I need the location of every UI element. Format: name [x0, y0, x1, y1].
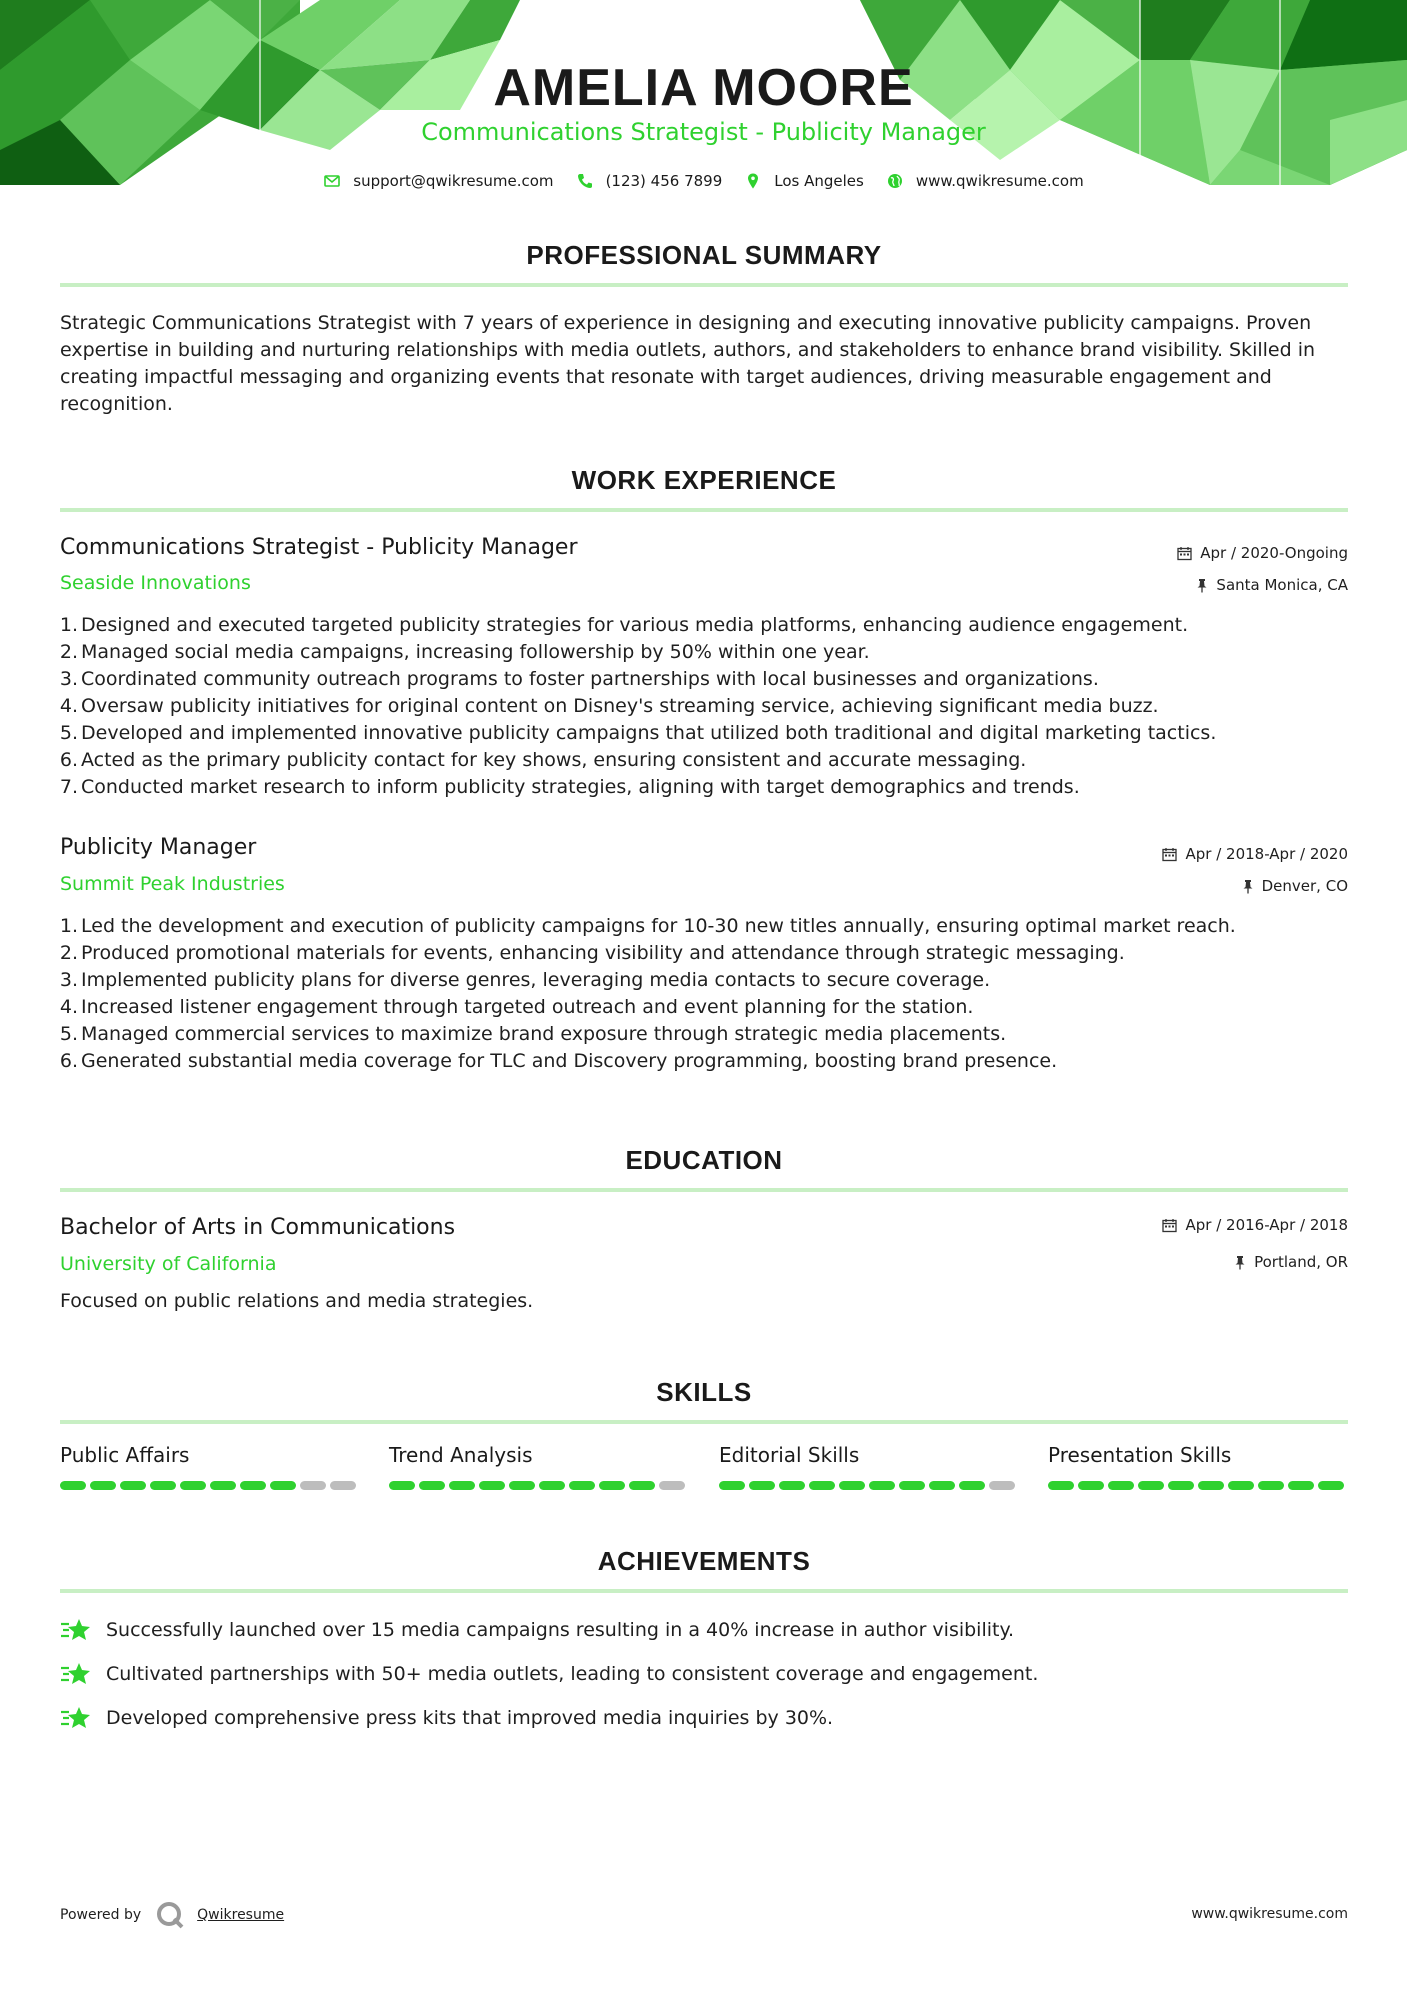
skill-dot: [839, 1481, 865, 1490]
list-item: 7. Conducted market research to inform publicity strategies, aligning with target demographics and trends.: [59, 776, 1080, 798]
job-bullets-1: [52, 612, 1352, 801]
contact-bar: [0, 172, 1407, 190]
contact-website[interactable]: [886, 172, 1084, 190]
skill-dot: [1288, 1481, 1314, 1490]
degree-title: Bachelor of Arts in Communications: [60, 1215, 456, 1240]
skill-rating: [60, 1481, 360, 1490]
summary-text: Strategic Communications Strategist with 7 years of experience in designing and executing innovative publicity campaigns. Proven expertise in building and nurturing relationships with media outlets, authors, and stakeholders to enhance brand visibility. Skilled in creating impactful messaging and organizing events that resonate with target audiences, driving measurable engagement and recognition.: [60, 312, 1316, 415]
skill-dot: [479, 1481, 505, 1490]
experience-heading: WORK EXPERIENCE: [571, 465, 837, 495]
list-item: 2. Managed social media campaigns, increasing followership by 50% within one year.: [59, 641, 870, 663]
skill-dot: [599, 1481, 625, 1490]
list-item: 1. Led the development and execution of publicity campaigns for 10-30 new titles annually, ensuring optimal market reach.: [59, 915, 1236, 937]
list-item: 2. Produced promotional materials for events, enhancing visibility and attendance through strategic messaging.: [59, 942, 1125, 964]
skill-rating: [719, 1481, 1019, 1490]
skills-divider: [60, 1420, 1348, 1424]
list-item: 1. Designed and executed targeted publicity strategies for various media platforms, enhancing audience engagement.: [59, 614, 1189, 636]
skill-dot: [270, 1481, 296, 1490]
skill-dot: [1078, 1481, 1104, 1490]
skill-dot: [240, 1481, 266, 1490]
skill-dot: [929, 1481, 955, 1490]
qwikresume-link[interactable]: Qwikresume: [197, 1907, 285, 1923]
list-item: 5. Managed commercial services to maximize brand exposure through strategic media placements.: [59, 1023, 1007, 1045]
education-location: Portland, OR: [1234, 1253, 1348, 1271]
phone-icon: [576, 172, 594, 190]
skill-dot: [419, 1481, 445, 1490]
skill-dot: [150, 1481, 176, 1490]
globe-icon: [886, 172, 904, 190]
skill-dot: [509, 1481, 535, 1490]
skill-dot: [389, 1481, 415, 1490]
skill-dot: [1138, 1481, 1164, 1490]
achievements-heading: ACHIEVEMENTS: [597, 1546, 811, 1576]
achievement-item: Successfully launched over 15 media campaigns resulting in a 40% increase in author visibility.: [60, 1616, 1014, 1644]
achievement-item: Developed comprehensive press kits that improved media inquiries by 30%.: [60, 1704, 833, 1732]
skill-name: Trend Analysis: [389, 1443, 533, 1467]
job-bullets-2: [52, 913, 1352, 1075]
skill-dot: [959, 1481, 985, 1490]
list-item: 3. Coordinated community outreach programs to foster partnerships with local businesses and organizations.: [59, 668, 1099, 690]
contact-location: [744, 172, 864, 190]
job-title-2: Publicity Manager: [60, 835, 257, 860]
skill-dot: [1318, 1481, 1344, 1490]
skill-dot: [120, 1481, 146, 1490]
footer-url[interactable]: www.qwikresume.com: [1191, 1906, 1348, 1922]
skill-dot: [989, 1481, 1015, 1490]
skill-dot: [1258, 1481, 1284, 1490]
list-item: 4. Increased listener engagement through targeted outreach and event planning for the station.: [59, 996, 974, 1018]
qwikresume-logo-icon: [155, 1900, 185, 1930]
achievement-item: Cultivated partnerships with 50+ media outlets, leading to consistent coverage and engagement.: [60, 1660, 1038, 1688]
list-item: 4. Oversaw publicity initiatives for original content on Disney's streaming service, achieving significant media buzz.: [59, 695, 1159, 717]
candidate-title: Communications Strategist - Publicity Manager: [421, 118, 986, 146]
pushpin-icon: [1234, 1255, 1246, 1270]
candidate-name: AMELIA MOORE: [493, 59, 914, 117]
map-marker-icon: [744, 172, 762, 190]
skill-dot: [719, 1481, 745, 1490]
shooting-star-icon: [60, 1660, 92, 1688]
email-text: support@qwikresume.com: [353, 172, 554, 190]
skill-dot: [569, 1481, 595, 1490]
summary-heading: PROFESSIONAL SUMMARY: [526, 240, 882, 270]
skill-dot: [1048, 1481, 1074, 1490]
company-1: Seaside Innovations: [60, 572, 251, 594]
summary-divider: [60, 283, 1348, 287]
education-description: Focused on public relations and media strategies.: [60, 1290, 534, 1312]
job-location-2: Denver, CO: [1242, 877, 1348, 895]
experience-divider: [60, 508, 1348, 512]
powered-by-label: Powered by: [60, 1907, 142, 1923]
education-heading: EDUCATION: [625, 1145, 783, 1175]
skill-dot: [180, 1481, 206, 1490]
skill-dot: [90, 1481, 116, 1490]
skill-dot: [779, 1481, 805, 1490]
skill-dot: [1198, 1481, 1224, 1490]
pushpin-icon: [1196, 578, 1208, 593]
achievements-divider: [60, 1589, 1348, 1593]
pushpin-icon: [1242, 879, 1254, 894]
envelope-icon: [323, 172, 341, 190]
contact-phone[interactable]: [576, 172, 723, 190]
job-dates-2: Apr / 2018-Apr / 2020: [1162, 845, 1348, 863]
phone-text: (123) 456 7899: [605, 172, 723, 190]
education-dates: Apr / 2016-Apr / 2018: [1162, 1216, 1348, 1234]
skill-dot: [1168, 1481, 1194, 1490]
skill-name: Editorial Skills: [719, 1443, 860, 1467]
skill-dot: [899, 1481, 925, 1490]
skill-dot: [300, 1481, 326, 1490]
calendar-icon: [1162, 1218, 1177, 1233]
website-text: www.qwikresume.com: [915, 172, 1084, 190]
skill-dot: [1108, 1481, 1134, 1490]
skill-name: Public Affairs: [60, 1443, 190, 1467]
skill-item: [1048, 1443, 1348, 1490]
skill-dot: [539, 1481, 565, 1490]
skill-item: [389, 1443, 689, 1490]
list-item: 6. Generated substantial media coverage for TLC and Discovery programming, boosting brand presence.: [59, 1050, 1058, 1072]
skill-dot: [210, 1481, 236, 1490]
education-divider: [60, 1188, 1348, 1192]
skill-dot: [330, 1481, 356, 1490]
job-location-1: Santa Monica, CA: [1196, 576, 1348, 594]
company-2: Summit Peak Industries: [60, 873, 285, 895]
footer-powered-by: [60, 1900, 284, 1930]
skills-heading: SKILLS: [656, 1377, 752, 1407]
list-item: 6. Acted as the primary publicity contact for key shows, ensuring consistent and accurate messaging.: [59, 749, 1027, 771]
skill-dot: [60, 1481, 86, 1490]
calendar-icon: [1177, 546, 1192, 561]
skill-dot: [629, 1481, 655, 1490]
skill-name: Presentation Skills: [1048, 1443, 1232, 1467]
skill-dot: [749, 1481, 775, 1490]
shooting-star-icon: [60, 1616, 92, 1644]
skill-dot: [449, 1481, 475, 1490]
job-dates-1: Apr / 2020-Ongoing: [1177, 544, 1348, 562]
skill-dot: [1228, 1481, 1254, 1490]
skill-item: [60, 1443, 360, 1490]
skill-rating: [1048, 1481, 1348, 1490]
skill-dot: [809, 1481, 835, 1490]
school-name: University of California: [60, 1253, 277, 1275]
skill-dot: [869, 1481, 895, 1490]
shooting-star-icon: [60, 1704, 92, 1732]
calendar-icon: [1162, 847, 1177, 862]
location-text: Los Angeles: [774, 172, 864, 190]
skill-rating: [389, 1481, 689, 1490]
contact-email[interactable]: [323, 172, 553, 190]
job-title-1: Communications Strategist - Publicity Manager: [60, 535, 578, 560]
list-item: 5. Developed and implemented innovative publicity campaigns that utilized both traditional and digital marketing tactics.: [59, 722, 1217, 744]
skill-item: [719, 1443, 1019, 1490]
list-item: 3. Implemented publicity plans for diverse genres, leveraging media contacts to secure coverage.: [59, 969, 991, 991]
skill-dot: [659, 1481, 685, 1490]
